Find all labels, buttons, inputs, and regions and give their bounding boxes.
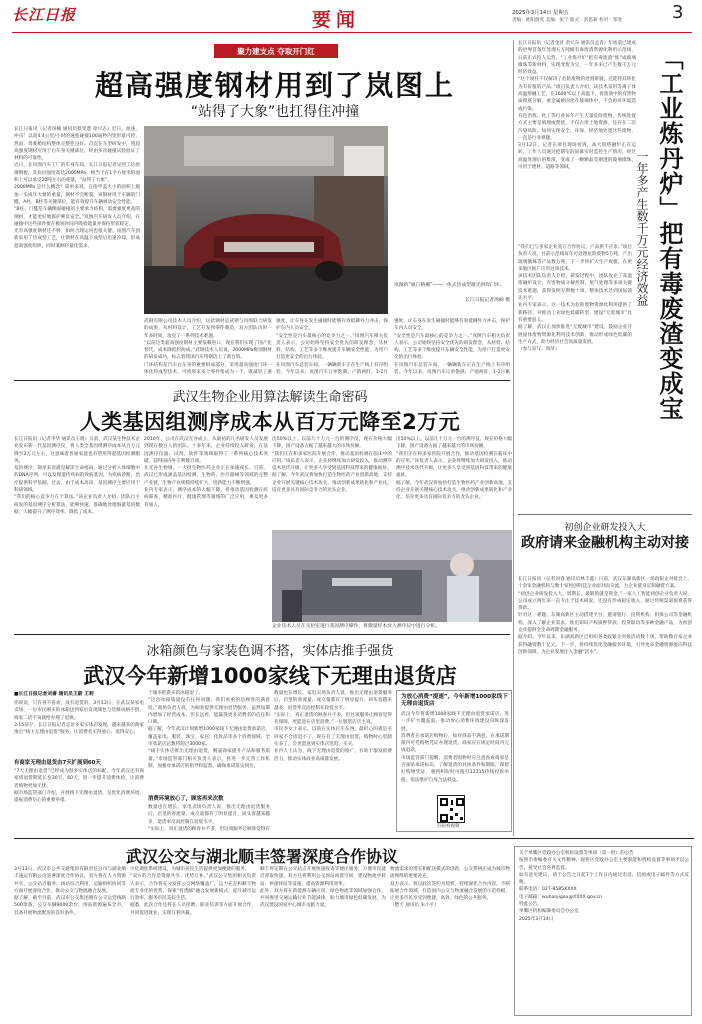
art3-box-text: 武汉今年将新增1000家线下无理由退货承诺店，进一步扩大覆盖面，推动放心消费环境建设向纵深发展。 消费者在承诺店购物后，如对商品不满意，在承诺期限内可凭购物凭证办理退货，商家应在规定时间内完成退款。 市场监管部门提醒，消费者购物时应注意查看商家是否张贴承诺标识，了解退货的具体条件和期限，保留好购物凭证，遇到纠纷时可拨打12315热线投诉举报，依法维护自身合法权益。 — [401, 712, 509, 783]
art3-col2b: 数量也在增长。家电卖场负责人说，推出无理由退货服务后，店里的客流量、成交量都有了明显提升，回头客越来越多，退货率反而控制在较低水平。 “实际上，真正退货的顾客并不多，但这项服务让顾客觉得有 — [148, 805, 270, 832]
art2-rule — [14, 634, 510, 635]
art3-rule — [14, 838, 694, 839]
art4-sidebox — [514, 846, 692, 1016]
art3-intro: ■长江日报记者刘睿 通讯员王蔚 王莉 — [14, 692, 94, 697]
art3-col1b: “7天无理由退货”已经成为很多实体店的标配，今年武汉还有商家将退货期延长至30天、60天，进一步提升消费体验，让消费者购物更加无忧。 据市场监管部门介绍，开展线下无理由退货，是优化消费环境、提振消费信心的重要举措。 — [14, 769, 144, 804]
masthead-rule — [12, 32, 692, 33]
art3-col2: 个城市把新买的冰箱退了。 “这台冰箱质量没有任何问题，我们看重的是顾客的满意度。”商场负责人说，为顾客提供无理由退货服务，虽然短期内增加了经营成本，但长远看，能赢得更多消费者的信任和口碑。 据了解，今年武汉计划新增1000家线下无理由退货承诺店，覆盖家电、服装、珠宝、家居、化妆品等多个消费领域，全市承诺店总数将超过3000家。 “线下实体店推出无理由退货，倒逼商家提升产品和服务质量。”市场监管部门相关负责人表示，将进一步完善工作机制，加强对承诺店的指导和监督，确保承诺落实到位。 — [148, 691, 270, 769]
qr-code-icon — [438, 796, 466, 824]
art1-photo-credit: 长江日报记者汤楠 摄 — [465, 298, 510, 303]
art1-banner-text: 聚力建支点 夺取开门红 — [237, 47, 315, 56]
art1-photo-caption: 岚图的“旗门格栅”——一体式热成型激光拼焊门环。 — [394, 283, 505, 288]
art4-col1: 3月13日，武汉市公共交通集团有限责任公司与湖北顺丰速运有限公司签署深度合作协议，双方将在人力资源共享、公交站点服务、场站综合利用、运输组织协同等方面开展深度合作，推动公交与物流融合发展。 据了解，截至目前，武汉市公交集团拥有公交运营线路500余条，公交车辆9000余台，场站资源遍布全市，具备开展物流配送的良好条件。 — [14, 867, 126, 916]
art4-col3: 顺丰将定期在公交站点开展快递收寄等便民服务，方便市民就近寄取快递。双方还将利用公交场站闲置空间，建设物流中转站、快递驿站等设施，提高资源利用效率。 此外，双方将在新能源车辆应用、绿色物流等领域加强合作，共同推进交通运输行业节能减排，助力城市绿色低碳发展，为武汉建设国家中心城市贡献力量。 — [260, 867, 386, 909]
art4-sidebox-text: 关于单鹰区党政办公室机构设置等事项（第一批）的公告 按照市委编委有关文件精神，现将区党政办公室主要职能和机构设置等事项予以公告，接受社会各界监督。 如有意见建议，请于公告之日起7个工作日内通过电话、信函或电子邮件等方式反映。 联系电话：027-8585XXXX 电子邮箱：wuhanjigou@XXXX.gov.cn 特此公告。 单鹰区机构编制委员会办公室 2025年3月14日 — [519, 851, 689, 922]
masthead-logo: 长江日报 — [12, 6, 77, 24]
right-sub-kicker: 初创企业研发投入大 — [564, 523, 646, 533]
qr-caption: 扫码看视频 — [437, 824, 460, 829]
art2-photo-caption: 企业技术人员在实验室进行基因测序操作，将微量样本放入测序仪中进行分析。 — [272, 624, 440, 629]
art3-headline: 武汉今年新增1000家线下无理由退货店 — [83, 664, 457, 688]
right-sub-headline: 政府请来金融机构主动对接 — [521, 535, 689, 551]
art4-headline: 武汉公交与湖北顺丰签署深度合作协议 — [125, 847, 398, 866]
right-col2: “我们已与多家企业签订合作协议，产品供不应求。”项目负责人说，目前示范线每年可处理危险废物5万吨，产出玻璃微珠等产品数万吨，下一步将扩大生产规模，在更多地区推广应用这项技术。 该技术团队负责人介绍，研发过程中，团队攻克了高温熔融炉设计、有害物质分解控制、尾气处理等多项关键技术难题，获得发明专利数十项，整体技术达到国际领先水平。 业内专家表示，这一技术为危险废物资源化利用提供了新路径，对推动工业绿色低碳转型、建设“无废城市”具有重要意义。 据了解，武汉正加快推进“无废城市”建设，鼓励企业开展固体废物资源化利用技术创新，推动形成绿色低碳的生产方式，助力经济社会高质量发展。 （参与采写：周萍） — [518, 245, 632, 353]
art1-subhead: “站得了大象”也扛得住冲撞 — [190, 104, 360, 120]
art3-sub2: 消费环境放心了，顾客再来次数 — [148, 796, 224, 802]
art3-box-title: 为放心消费“提速”，今年新增1000家线下无理由退货店 — [401, 694, 508, 707]
art2-col2: 2010年，公司在武汉光谷成立，从最初的几名研发人员发展到现在数百人的团队。十多年来，企业持续投入研发，在基因测序仪器、试剂、软件等领域取得了一系列核心技术突破，获得国内外专利数百项。 在光谷生物城，一大批生物医药企业正在加速成长。目前，武汉已形成涵盖基因检测、生物药、医疗器械等领域的完整产业链，生物产业规模持续扩大，创新能力不断增强。 业内专家表示，测序成本的大幅下降，将推动基因检测在疾病筛查、精准医疗、健康管理等领域的广泛应用，惠及更多普通人。 — [144, 437, 268, 508]
right-divider — [513, 40, 514, 836]
art2-col1: 长江日报讯（记者李华 通讯员王晓）日前，武汉某生物技术企业发布新一代基因测序仪，将人类全基因组测序成本从百万元降至2万元左右，这意味着普通家庭也有望用得起基因检测服务。 基因测序，简单来说就是解读生命密码。通过分析人体细胞中的DNA序列，可以发现遗传疾病的致病基因，为疾病诊断、治疗提供科学依据。过去，由于成本高昂，基因测序主要应用于科研领域。 “我们的核心竞争力在于算法。”该企业负责人介绍，团队自主研发的基因测序分析算法，能够快速、准确地处理海量基因数据，大幅提升了测序效率，降低了成本。 — [14, 437, 140, 515]
art1-col3: 强度，让车身在发生碰撞时能够有效抵御外力冲击，保护车内人员安全。 “安全性是汽车最核心的竞争力之一。”岚图汽车相关负责人表示，公司始终坚持安全优先的研发理念，从材料、结构、工艺等多个维度提升车辆安全性能，为用户打造更安全的出行体验。 在岚图汽车总装车间，一辆辆新车正在生产线上有序组装。今年以来，岚图汽车订单饱满，产销两旺，1-2月 — [276, 319, 388, 376]
art2-headline: 人类基因组测序成本从百万元降至2万元 — [79, 410, 461, 434]
car-factory-photo — [144, 126, 388, 314]
art2-kicker: 武汉生物企业用算法解读生命密码 — [172, 390, 368, 405]
art3-sub1: 有商家无理由退货由7天扩展到60天 — [14, 760, 101, 766]
lab-photo — [272, 530, 512, 622]
art1-rule — [14, 380, 510, 381]
art2-col3: 出50%以上。以前几十万元一台的测序仪，现在价格大幅下降，国产设备占据了越来越大的市场份额。 “我们正在和多家医院开展合作，推动基因检测在临床中的应用。”该负责人表示，企业将继续加大研发投入，推动测序技术迭代升级，让更多人享受到基因科技带来的健康福祉。 据了解，今年武汉将加快打造生物医药产业创新高地，支持企业开展关键核心技术攻关，推动创新成果转化和产业化，培育更多具有国际竞争力的龙头企业。 — [272, 437, 392, 494]
art1-col1: 长江日报讯（记者汤楠 通讯员蔡雯薏 徐尽志）近日，加速、冲击！以超4.4公里/小时的速度碰撞100毫秒内变形量可控，然而，驾驶舱结构整体完整性良好。首次在车型研发中，将超高强度钢材应用于白车身关键部位，经由多次碰撞试验验证了材料的可靠性。 近日，在岚图汽车工厂的车身车间，长江日报记者见到了这款薄钢板，其抗拉强度高达2000MPa，相当于在1平方厘米的面积上可以承受20吨左右的重量，“站得了大象”。 2000MPa 是什么概念？简单来说，在指甲盖大小的面积上施加一头成年大象的重量，钢材不会断裂。该钢材用于车辆的门槛、A柱、B柱等关键部位，能有效提升车辆被动安全性能。 “B柱、门槛是车辆侧面碰撞的主要承力结构，需要强度更高的钢材，才能更好地保护乘员安全。”岚图汽车研发人员介绍，在碰撞中这些部件要在极短时间内吸收能量并保持形状稳定。 光有高强度钢材还不够，如何合理运用也很关键。岚图汽车创新采用了热成型工艺，让钢材在高温下成型后迅速冷却，形成超高强度组织，同时兼顾轻量化需求。 — [14, 127, 140, 249]
art1-col2: 武钢有限公司技术人员介绍，这款钢材是武钢与岚图联合研发的成果，从材料设计、工艺开发到零件制造，双方团队历时一年多时间，攻克了一系列技术难题。 “以前这类超高强度钢材主要依赖进口，现在我们实现了国产化替代，成本降低约两成。”武钢技术人员说，2000MPa级别钢材的研发成功，标志着我国汽车用钢迈上了新台阶。 门环结构是汽车白车身的重要组成部分，采用超高强度门环一体化热成型技术，可将原来多个零件集成为一个，既减轻了重 — [144, 319, 272, 376]
art3-col3: 数量也在增长。家电卖场负责人说，推出无理由退货服务后，店里的客流量、成交量都有了明显提升，回头客越来越多，退货率反而控制在较低水平。 “实际上，真正退货的顾客并不多，但这项服务让顾客觉得有保障，更愿意在店里消费。”一位服装店店主说。 市民李女士表示，以前在实体店买东西，最担心的就是买回家不合适退不了，现在有了无理由退货，购物时心里踏实多了，会更愿意到实体店逛逛、买买。 业内人士认为，线下无理由退货的推广，有助于激发消费活力，推动实体商业高质量发展。 — [274, 691, 392, 762]
right-vheadline: 「工业炼丹炉」把有毒废渣变成宝 — [655, 46, 683, 421]
art2-col4: 出50%以上。以前几十万元一台的测序仪，现在价格大幅下降，国产设备占据了越来越大的市场份额。 “我们正在和多家医院开展合作，推动基因检测在临床中的应用。”该负责人表示，企业将继续加大研发投入，推动测序技术迭代升级，让更多人享受到基因科技带来的健康福祉。 据了解，今年武汉将加快打造生物医药产业创新高地，支持企业开展关键核心技术攻关，推动创新成果转化和产业化，培育更多具有国际竞争力的龙头企业。 — [396, 437, 512, 501]
right-vsub: 一年多产生数千万元经济效益 — [635, 150, 649, 306]
qr-code[interactable] — [437, 795, 465, 823]
art3-kicker: 冰箱颜色与家装色调不搭，实体店推手强货 — [146, 644, 394, 659]
art2-photo — [272, 530, 512, 622]
art3-col1: 你说说，只有喜不喜欢，没有退货的。3月13日，在武汉某家电卖场，一位市民刚买的冰箱送到家后发现颜色与装修风格不搭，商家二话不说就给办理了退换。 3·15前夕，长江日报记者走访多家实体店发现，越来越多的商家推出“线下无理由退货”服务，让消费者买得放心、退得安心。 — [14, 701, 144, 736]
art4-col2: 字化调度系统建设，为城市居民生活提供更加便捷的服务。 “双方的合作是资源共享、优势互补。”武汉公交集团相关负责人表示，合作将充分发挥公交网络覆盖广、运力充足和顺丰物流专业化的优势，探索“客货邮”融合发展新模式，提升城市运行效率，服务市民美好生活。 据悉，此次合作还将在人员招聘、职业培训等方面开展合作，共同促进就业，实现互利共赢。 — [130, 867, 256, 916]
art1-col4: 强度，让车身在发生碰撞时能够有效抵御外力冲击，保护车内人员安全。 “安全性是汽车最核心的竞争力之一。”岚图汽车相关负责人表示，公司始终坚持安全优先的研发理念，从材料、结构、工艺等多个维度提升车辆安全性能，为用户打造更安全的出行体验。 在岚图汽车总装车间，一辆辆新车正在生产线上有序组装。今年以来，岚图汽车订单饱满，产销两旺，1-2月累 — [394, 319, 510, 376]
right-col3: 长江日报讯（记者刘睿 通讯员林丰鑫）日前，武汉东湖高新区一场政银企对接会上，十余家金融机构与数十家初创科技企业面对面交流，为企业量身定制融资方案。 “初创企业研发投入大、周期长，最缺的就是资金。”一家人工智能初创企业负责人说，公司成立两年来一直专注于技术研发，还没有形成稳定收入，通过传统渠道很难获得贷款。 针对这一难题，东湖高新区主动搭建平台，邀请银行、投资机构、担保公司等金融机构，深入了解企业需求，推出知识产权质押贷款、投贷联动等多种金融产品，为初创企业提供全生命周期金融服务。 据介绍，今年以来，东湖高新区已组织各类政银企对接活动数十场，帮助数百家企业获得融资数十亿元。下一步，将持续优化金融服务环境，引导更多金融资源流向科技创新领域，为企业发展注入金融“活水”。 — [518, 577, 692, 655]
art1-photo — [144, 126, 388, 314]
page-number: 3 — [672, 2, 684, 23]
right-rule — [518, 514, 692, 515]
masthead-editors: 责编：欧阳倩雯 美编：张宁 版式：彭思莉 校对：邹进 — [512, 18, 623, 23]
right-col1: 长江日报讯（记者金济 余元东 通讯员孟青）年底前已建成的世界首条年处理五万吨级有毒废渣资源化利用示范线，日前正式投入运营。“工业炼丹炉”把有毒废渣“炼”成玻璃微珠等新材料，实现变废为宝，一年多来已产生数千万元经济效益。 “这个项目不仅解决了危险废物的处置难题，还能将其转化为有价值的产品。”项目负责人介绍，该技术采用等离子体高温熔融工艺，在1600℃以上高温下，将废渣中的有害物质彻底分解，重金属被固化在玻璃体中，不会再对环境造成污染。 有色冶炼、化工等行业每年产生大量危险废物，传统处置方式主要是填埋或焚烧，不仅占用土地资源，还存在二次污染风险。如何实现安全、环保、经济地处置这些废物，一直是行业难题。 3月12日，记者在项目现场看到，高大的熔融炉正在运转，工作人员通过控制室的屏幕实时监控生产情况。经过高温处理后的废渣，变成了一颗颗晶莹剔透的玻璃微珠，可用于建材、道路等领域。 — [518, 41, 636, 171]
masthead-date: 2025年3月14日 星期五 — [512, 10, 570, 16]
art3-sidebox — [396, 690, 512, 832]
masthead-section: 要闻 — [312, 9, 361, 31]
art1-headline: 超高强度钢材用到了岚图上 — [94, 69, 455, 102]
art4-col4: 物流需求的增长和配送模式的创新，公交系统正成为城市物流网络的重要补充。 双方表示，将以此次签约为契机，持续深化合作内容，不断拓展合作领域，打造国内公交与物流融合发展的示范样板，让更多市民享受到便捷、高效、绿色的公共服务。 （楚天 通讯员 朱小宇） — [390, 867, 510, 909]
